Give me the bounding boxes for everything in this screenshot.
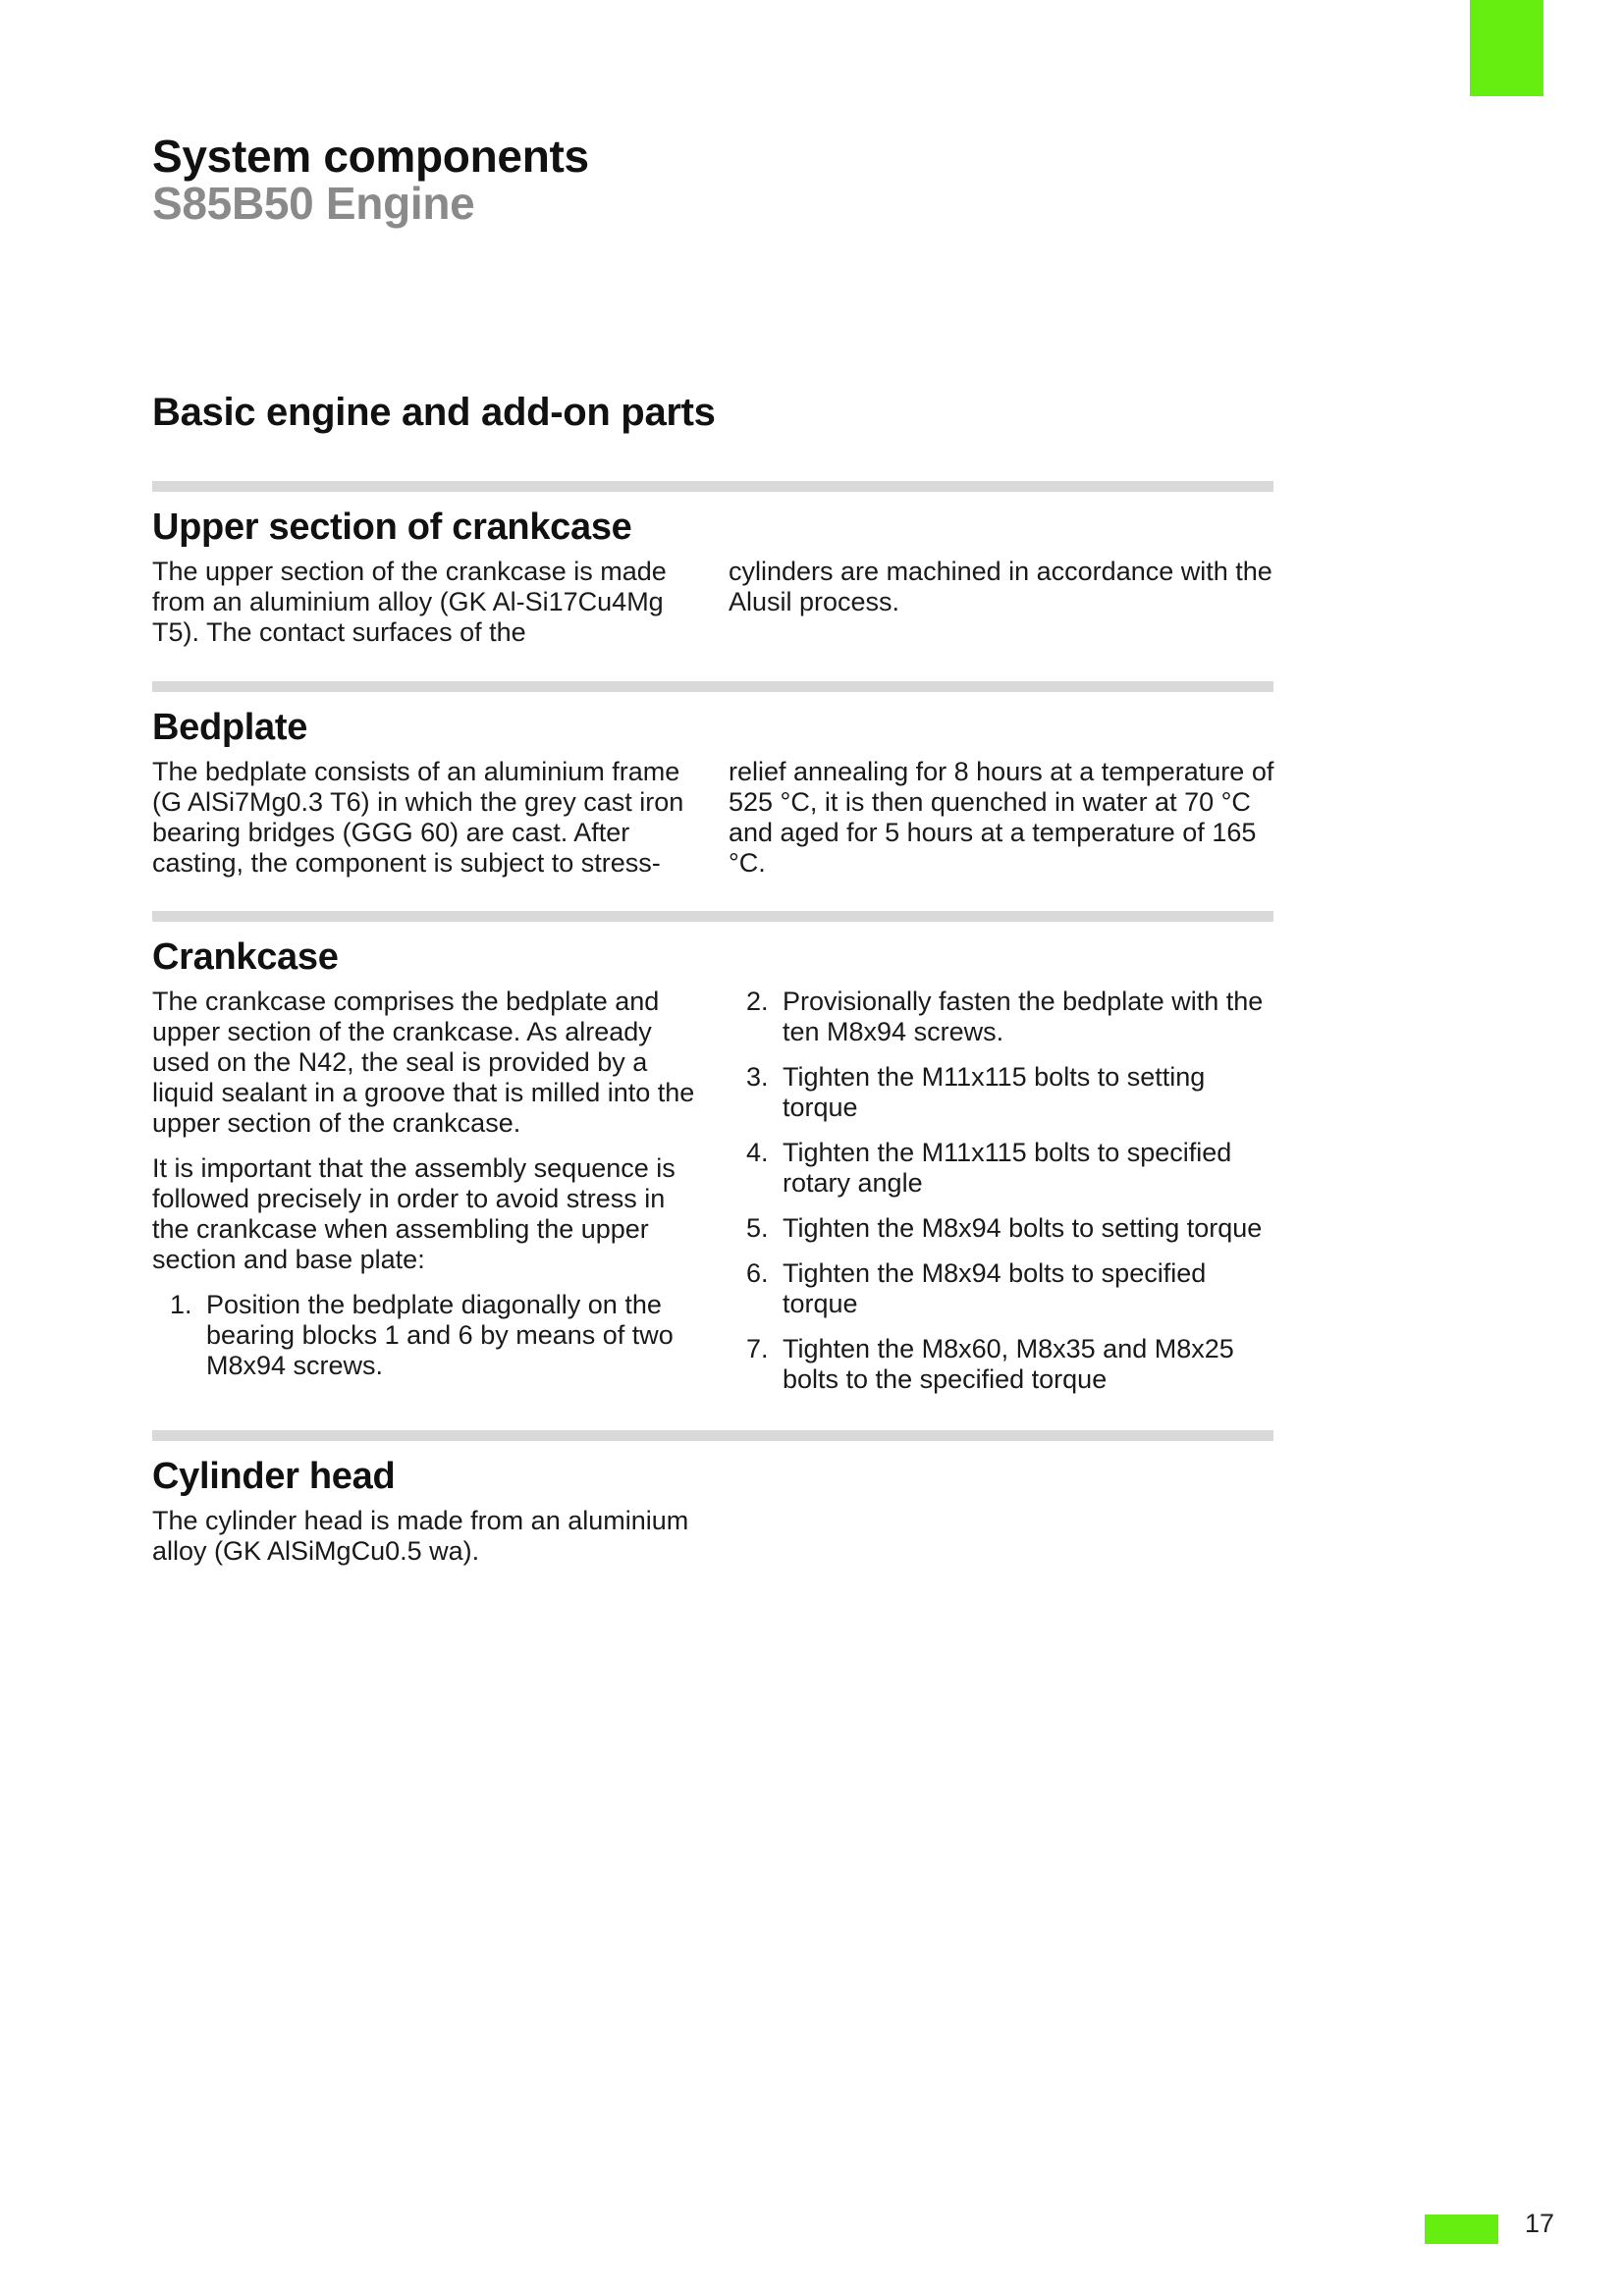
list-number: 4.	[746, 1138, 769, 1167]
paragraph: The bedplate consists of an aluminium frame (G AlSi7Mg0.3 T6) in which the grey cast iron bearing bridges (GGG 60) are cast. After casting, the component is subject to stress-	[152, 757, 684, 878]
list-item	[729, 1334, 1278, 1395]
section-divider	[152, 481, 1273, 492]
section-title: Upper section of crankcase	[152, 507, 632, 548]
green-footer-marker	[1425, 2215, 1498, 2244]
paragraph: cylinders are machined in accordance with the Alusil process.	[729, 557, 1272, 616]
section-divider	[152, 1430, 1273, 1441]
list-item	[729, 1062, 1278, 1123]
section-text-right	[729, 557, 1278, 632]
list-number: 6.	[746, 1258, 769, 1288]
list-text: Position the bedplate diagonally on the bearing blocks 1 and 6 by means of two M8x94 screws.	[206, 1290, 674, 1380]
section-divider	[152, 911, 1273, 922]
list-number: 1.	[170, 1290, 192, 1319]
page-title: System components	[152, 131, 589, 182]
section-text-left	[152, 557, 702, 663]
section-text-left	[152, 757, 702, 893]
section-title: Cylinder head	[152, 1456, 396, 1497]
list-text: Tighten the M11x115 bolts to setting torque	[783, 1062, 1206, 1122]
list-text: Tighten the M8x94 bolts to specified torque	[783, 1258, 1207, 1318]
section-text-left	[152, 987, 702, 1396]
paragraph: The cylinder head is made from an aluminium alloy (GK AlSiMgCu0.5 wa).	[152, 1506, 689, 1566]
list-number: 5.	[746, 1213, 769, 1243]
green-tab-marker	[1470, 0, 1543, 96]
list-number: 2.	[746, 987, 769, 1016]
list-text: Tighten the M8x60, M8x35 and M8x25 bolts to the specified torque	[783, 1334, 1234, 1394]
section-title: Crankcase	[152, 936, 339, 978]
page-subtitle: S85B50 Engine	[152, 178, 475, 229]
section-upper-crankcase	[152, 481, 1273, 655]
paragraph: The upper section of the crankcase is made from an aluminium alloy (GK Al-Si17Cu4Mg T5). The contact surfaces of the	[152, 557, 667, 647]
list-text: Tighten the M8x94 bolts to setting torque	[783, 1213, 1263, 1243]
section-text-right	[729, 757, 1278, 893]
list-number: 7.	[746, 1334, 769, 1363]
page-number: 17	[1525, 2209, 1555, 2238]
list-item	[729, 1213, 1278, 1244]
list-item	[152, 1290, 702, 1381]
paragraph: relief annealing for 8 hours at a temperature of 525 °C, it is then quenched in water at 70 °C and aged for 5 hours at a temperature of 165 °C.	[729, 757, 1274, 878]
section-crankcase	[152, 911, 1273, 1399]
section-bedplate	[152, 681, 1273, 884]
list-item	[729, 1138, 1278, 1199]
section-divider	[152, 681, 1273, 692]
list-text: Provisionally fasten the bedplate with the ten M8x94 screws.	[783, 987, 1264, 1046]
list-text: Tighten the M11x115 bolts to specified rotary angle	[783, 1138, 1232, 1198]
list-number: 3.	[746, 1062, 769, 1092]
paragraph: It is important that the assembly sequence is followed precisely in order to avoid stress in the crankcase when assembling the upper section and base plate:	[152, 1153, 676, 1274]
section-title: Bedplate	[152, 707, 308, 748]
list-item	[729, 987, 1278, 1047]
section-text-right	[729, 987, 1278, 1410]
list-item	[729, 1258, 1278, 1319]
section-heading: Basic engine and add-on parts	[152, 391, 716, 434]
section-cylinder-head	[152, 1430, 1273, 1584]
section-text-left	[152, 1506, 702, 1581]
paragraph: The crankcase comprises the bedplate and upper section of the crankcase. As already used on the N42, the seal is provided by a liquid sealant in a groove that is milled into the upper section of the crankcase.	[152, 987, 695, 1138]
